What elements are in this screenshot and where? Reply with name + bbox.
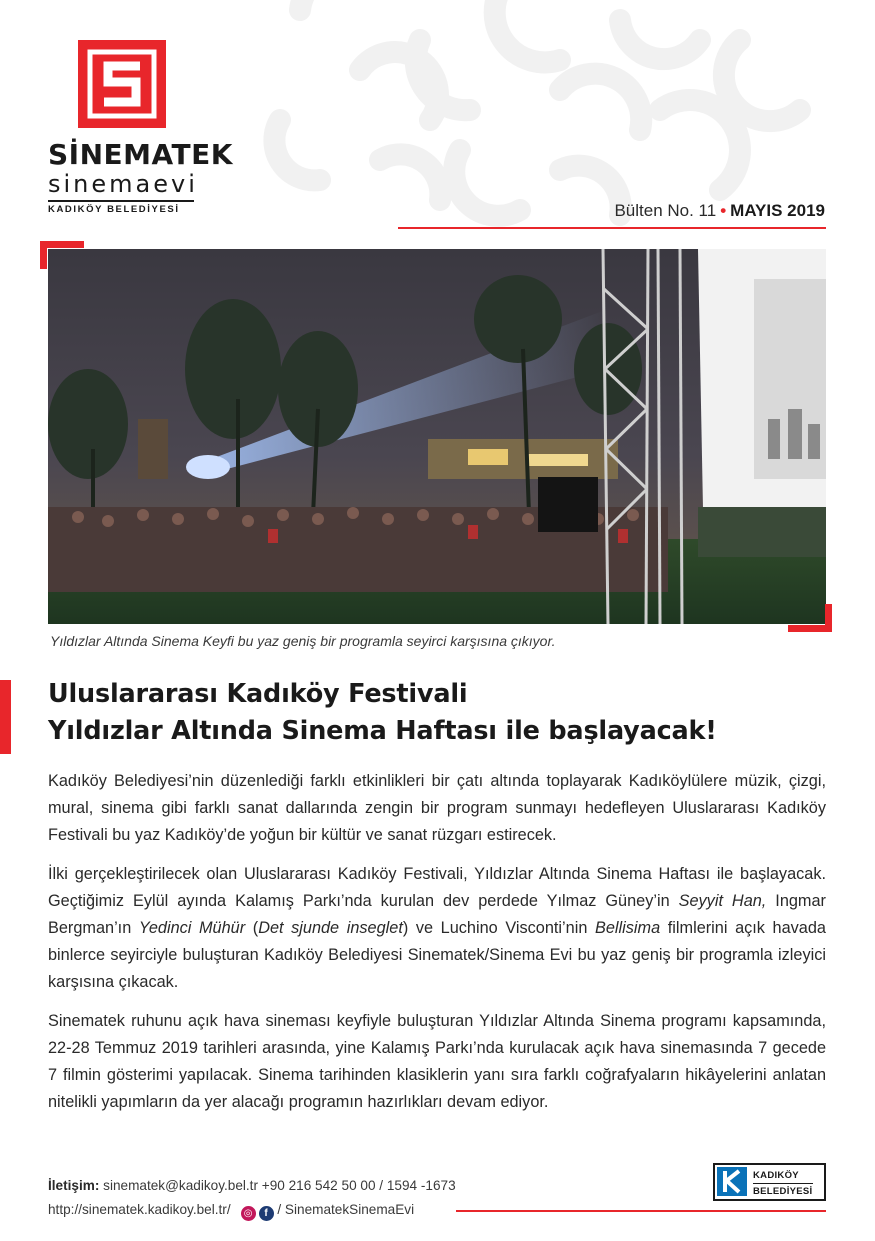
- logo-organization: KADIKÖY BELEDİYESİ: [48, 204, 180, 215]
- paragraph-2-text-d: ) ve Luchino Visconti’nin: [402, 919, 595, 938]
- logo-subtitle: sinemaevi: [48, 170, 198, 198]
- paragraph-2-text-a: İlki gerçekleştirilecek olan Uluslararası Kadıköy Festivali, Yıldızlar Altında Sinema Haftası ile başlayacak. Geçtiğimiz Eylül ayında Kalamış Parkı’nda kurulan dev perdede Yılmaz Güney’in: [48, 864, 826, 910]
- instagram-icon[interactable]: ◎: [241, 1206, 256, 1221]
- headline-line-2: Yıldızlar Altında Sinema Haftası ile başlayacak!: [48, 716, 717, 746]
- sinematek-logo-icon: [78, 40, 166, 128]
- paragraph-2: [48, 861, 826, 997]
- footer-divider: [456, 1210, 826, 1212]
- paragraph-2-text-e: filmlerini açık havada binlerce seyirciyle buluşturan Kadıköy Belediyesi Sinematek/Sinema Evi bu yaz geniş bir programla izleyici karşısına çıkacak.: [48, 919, 826, 992]
- social-icons: [241, 1206, 274, 1221]
- paragraph-2-text-c: (: [245, 919, 259, 938]
- headline-line-1: Uluslararası Kadıköy Festivali: [48, 679, 468, 709]
- photo-corner-top-left: [40, 241, 84, 269]
- article-body: [48, 768, 826, 1127]
- contact-info: sinematek@kadikoy.bel.tr +90 216 542 50 00 / 1594 -1673: [99, 1178, 456, 1193]
- photo-caption: Yıldızlar Altında Sinema Keyfi bu yaz geniş bir programla seyirci karşısına çıkıyor.: [50, 633, 556, 649]
- kadikoy-k-icon: [717, 1167, 747, 1196]
- headline-accent-bar: [0, 680, 11, 754]
- kadikoy-logo-line-2: BELEDİYESİ: [753, 1183, 813, 1199]
- film-title-seyyit-han: Seyyit Han,: [678, 891, 767, 910]
- film-title-det-sjunde-inseglet: Det sjunde inseglet: [258, 919, 403, 938]
- paragraph-3: Sinematek ruhunu açık hava sineması keyfiyle buluşturan Yıldızlar Altında Sinema programı kapsamında, 22-28 Temmuz 2019 tarihleri arasında, yine Kalamış Parkı’nda kurulacak açık hava sinemasında 7 gecede 7 filmin gösterimi yapılacak. Sinema tarihinden klasiklerin yanı sıra farklı coğrafyaların hikâyelerini anlatan nitelikli yapımların da yer alacağı programın hazırlıkları devam ediyor.: [48, 1011, 826, 1112]
- web-line: [48, 1198, 456, 1222]
- sinematek-logo: [44, 40, 233, 220]
- logo-divider: [48, 200, 194, 202]
- film-title-yedinci-muhur: Yedinci Mühür: [138, 919, 246, 938]
- contact-line: [48, 1174, 456, 1198]
- bulletin-info: [614, 201, 825, 221]
- photo-corner-bottom-right: [788, 604, 832, 632]
- event-photo: [48, 249, 826, 624]
- article-headline: [48, 676, 838, 750]
- bulletin-number: Bülten No. 11: [614, 201, 717, 220]
- paragraph-2-text-b: Ingmar Bergman’ın: [48, 891, 826, 938]
- paragraph-1: Kadıköy Belediyesi’nin düzenlediği farklı etkinlikleri bir çatı altında toplayarak Kadıköylülere müzik, çizgi, mural, sinema gibi farklı sanat dallarında zengin bir program sunmayı hedefleyen Uluslararası Kadıköy Festivali bu yaz Kadıköy’de yoğun bir kültür ve sanat rüzgarı estirecek.: [48, 772, 826, 845]
- kadikoy-logo-text: [753, 1168, 813, 1199]
- bulletin-date: MAYIS 2019: [730, 201, 825, 220]
- facebook-icon[interactable]: f: [259, 1206, 274, 1221]
- kadikoy-logo-line-1: KADIKÖY: [753, 1170, 799, 1181]
- film-title-bellisima: Bellisima: [595, 919, 661, 938]
- header-divider: [398, 227, 826, 229]
- bullet-dot: •: [720, 201, 727, 220]
- kadikoy-belediyesi-logo: [713, 1163, 826, 1201]
- outdoor-cinema-illustration: [48, 249, 826, 624]
- website-link[interactable]: http://sinematek.kadikoy.bel.tr/: [48, 1202, 231, 1217]
- logo-title: SİNEMATEK: [48, 138, 233, 171]
- contact-label: İletişim:: [48, 1178, 100, 1193]
- footer-contact: [48, 1174, 456, 1222]
- social-handle: / SinematekSinemaEvi: [277, 1202, 415, 1217]
